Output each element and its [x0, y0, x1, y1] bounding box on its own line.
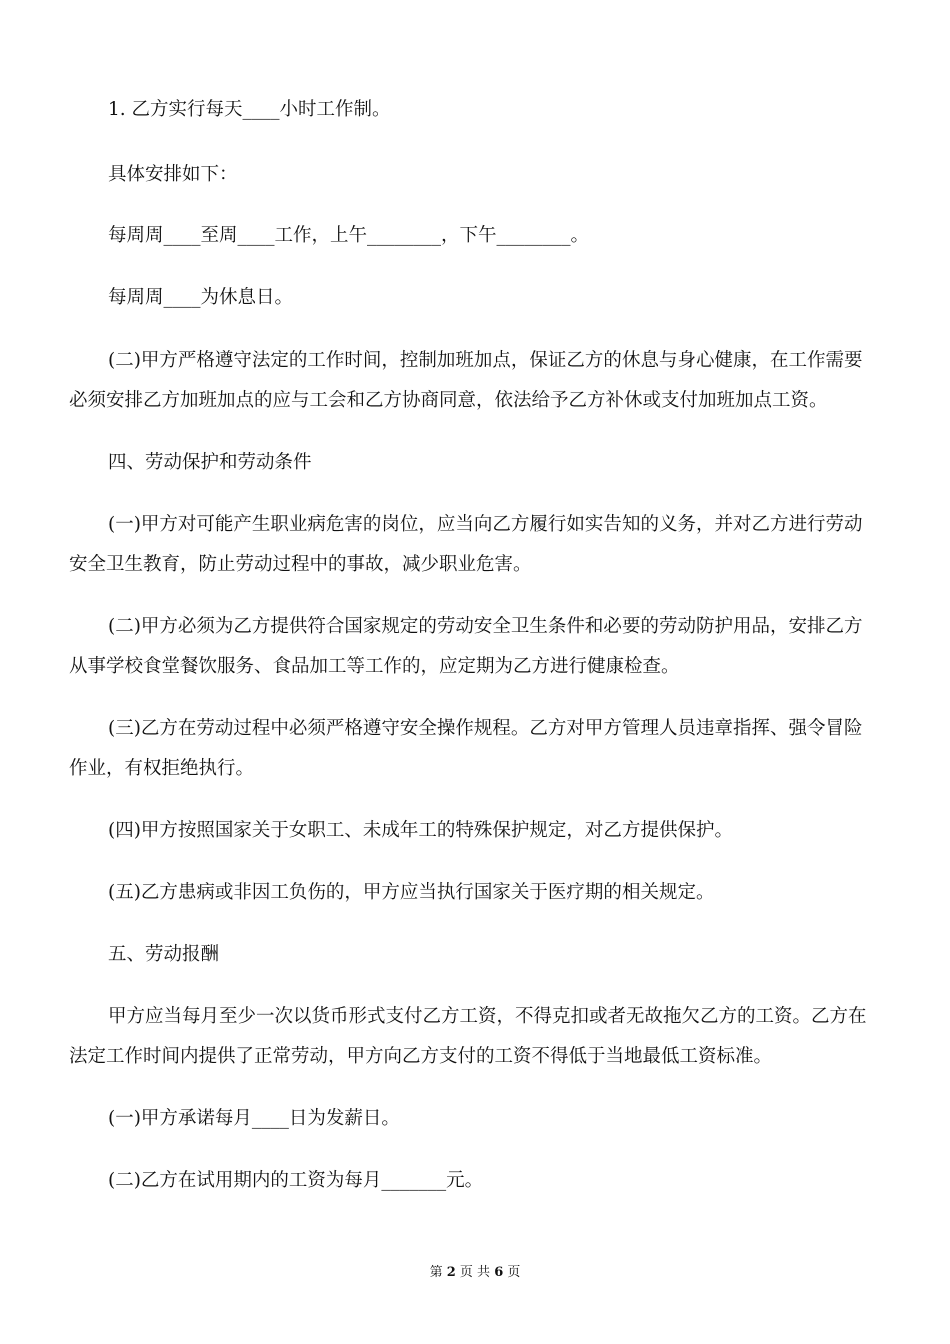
- section-heading-4: 四、劳动保护和劳动条件: [108, 452, 312, 473]
- schedule-heading: 具体安排如下：: [108, 164, 238, 185]
- clause-overtime-line-2: 必须安排乙方加班加点的应与工会和乙方协商同意，依法给予乙方补休或支付加班加点工资。: [69, 390, 828, 411]
- footer-middle: 页 共: [459, 1265, 491, 1280]
- clause-4-4: (四)甲方按照国家关于女职工、未成年工的特殊保护规定，对乙方提供保护。: [108, 820, 733, 841]
- footer-suffix: 页: [507, 1265, 521, 1280]
- clause-4-1-line-1: (一)甲方对可能产生职业病危害的岗位，应当向乙方履行如实告知的义务，并对乙方进行劳动: [108, 514, 863, 535]
- clause-overtime-line-1: (二)甲方严格遵守法定的工作时间，控制加班加点，保证乙方的休息与身心健康，在工作需要: [108, 350, 863, 371]
- clause-5-intro-line-2: 法定工作时间内提供了正常劳动，甲方向乙方支付的工资不得低于当地最低工资标准。: [69, 1046, 773, 1067]
- schedule-weekdays: 每周周____至周____工作，上午________，下午________。: [108, 225, 590, 246]
- footer-total-pages: 6: [494, 1265, 504, 1280]
- page-footer: [0, 1264, 950, 1282]
- clause-5-intro-line-1: 甲方应当每月至少一次以货币形式支付乙方工资，不得克扣或者无故拖欠乙方的工资。乙方在: [108, 1006, 867, 1027]
- footer-prefix: 第: [429, 1265, 443, 1280]
- clause-5-1: (一)甲方承诺每月____日为发薪日。: [108, 1108, 400, 1129]
- section-heading-5: 五、劳动报酬: [108, 944, 220, 965]
- schedule-rest-day: 每周周____为休息日。: [108, 287, 294, 308]
- clause-4-3-line-2: 作业，有权拒绝执行。: [69, 758, 255, 779]
- clause-4-5: (五)乙方患病或非因工负伤的，甲方应当执行国家关于医疗期的相关规定。: [108, 882, 715, 903]
- clause-4-2-line-1: (二)甲方必须为乙方提供符合国家规定的劳动安全卫生条件和必要的劳动防护用品，安排乙方: [108, 616, 863, 637]
- clause-5-2: (二)乙方在试用期内的工资为每月_______元。: [108, 1170, 484, 1191]
- clause-4-1-line-2: 安全卫生教育，防止劳动过程中的事故，减少职业危害。: [69, 554, 532, 575]
- footer-page-number: 2: [446, 1265, 456, 1280]
- clause-work-hours: 1. 乙方实行每天____小时工作制。: [108, 99, 391, 120]
- clause-4-3-line-1: (三)乙方在劳动过程中必须严格遵守安全操作规程。乙方对甲方管理人员违章指挥、强令冒险: [108, 718, 863, 739]
- clause-4-2-line-2: 从事学校食堂餐饮服务、食品加工等工作的，应定期为乙方进行健康检查。: [69, 656, 680, 677]
